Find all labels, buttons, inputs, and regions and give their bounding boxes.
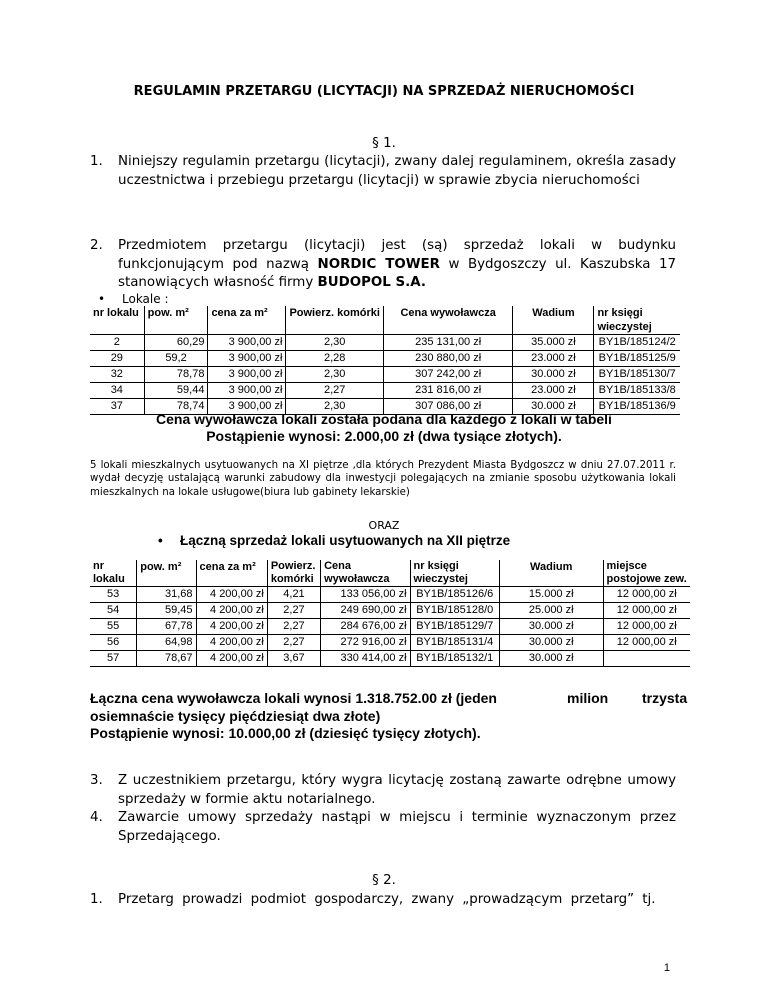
header-cell: Cena wywoławcza bbox=[321, 560, 410, 587]
bullet-xii-floor bbox=[158, 533, 511, 548]
cell: BY1B/185125/9 bbox=[594, 351, 680, 367]
cell: 2,27 bbox=[286, 383, 383, 399]
paragraph-1-3 bbox=[90, 772, 676, 809]
cell: 55 bbox=[90, 619, 137, 635]
cell: 12 000,00 zł bbox=[603, 635, 690, 651]
cell: 4 200,00 zł bbox=[196, 603, 267, 619]
cell: 2,30 bbox=[286, 335, 383, 351]
table-row bbox=[90, 335, 680, 351]
text-part: w Bydgoszczy ul. Kaszubska 17 stanowiących własność firmy bbox=[118, 256, 677, 290]
cell: 53 bbox=[90, 587, 137, 603]
cell: 4 200,00 zł bbox=[196, 651, 267, 667]
cell: 2,27 bbox=[267, 603, 320, 619]
table-header bbox=[90, 560, 690, 587]
cell: 25.000 zł bbox=[499, 603, 603, 619]
table-row bbox=[90, 635, 690, 651]
company-name: BUDOPOL S.A. bbox=[317, 275, 426, 290]
cell: BY1B/185124/2 bbox=[594, 335, 680, 351]
cell: 12 000,00 zł bbox=[603, 619, 690, 635]
cell: 56 bbox=[90, 635, 137, 651]
cell: 3 900,00 zł bbox=[208, 367, 286, 383]
cell: BY1B/185129/7 bbox=[410, 619, 499, 635]
cell: 2 bbox=[90, 335, 144, 351]
cell: 3 900,00 zł bbox=[208, 351, 286, 367]
text-part: Przedmiotem przetargu (licytacji) jest (są) sprzedaż lokali w budynku funkcjonującym pod nazwą bbox=[118, 238, 676, 272]
header-cell: nr księgi wieczystej bbox=[410, 560, 499, 587]
total-text-a: Łączna cena wywoławcza lokali wynosi 1.318.752.00 zł (jeden bbox=[90, 690, 497, 706]
table-lokale-xii bbox=[90, 560, 690, 667]
cell: 30.000 zł bbox=[499, 651, 603, 667]
cell: BY1B/185126/6 bbox=[410, 587, 499, 603]
cell: 78,74 bbox=[144, 399, 208, 415]
table-row bbox=[90, 587, 690, 603]
cell: BY1B/185130/7 bbox=[594, 367, 680, 383]
paragraph-1-2 bbox=[90, 237, 676, 293]
header-cell: pow. m² bbox=[144, 306, 208, 335]
paragraph-text bbox=[118, 237, 676, 293]
cell: 59,2 bbox=[144, 351, 208, 367]
cell: 67,78 bbox=[137, 619, 196, 635]
price-note-line-1: Cena wywoławcza lokali została podana dla każdego z lokali w tabeli bbox=[156, 411, 612, 427]
cell: 284 676,00 zł bbox=[321, 619, 410, 635]
cell: 64,98 bbox=[137, 635, 196, 651]
section-1-heading: § 1. bbox=[372, 136, 396, 151]
paragraph-2-1 bbox=[90, 891, 676, 910]
table-row bbox=[90, 619, 690, 635]
cell: 32 bbox=[90, 367, 144, 383]
paragraph-number: 1. bbox=[90, 892, 103, 907]
table-row bbox=[90, 603, 690, 619]
bullet-label: Łączną sprzedaż lokali usytuowanych na XII piętrze bbox=[180, 533, 511, 548]
cell: 230 880,00 zł bbox=[383, 351, 512, 367]
cell: BY1B/185133/8 bbox=[594, 383, 680, 399]
cell bbox=[603, 651, 690, 667]
paragraph-1-4 bbox=[90, 809, 676, 846]
table-row bbox=[90, 367, 680, 383]
cell: 30.000 zł bbox=[513, 367, 594, 383]
header-cell: miejsce postojowe zew. bbox=[603, 560, 690, 587]
cell: 3 900,00 zł bbox=[208, 335, 286, 351]
page-number: 1 bbox=[663, 962, 670, 974]
cell: 3 900,00 zł bbox=[208, 399, 286, 415]
cell: 78,67 bbox=[137, 651, 196, 667]
paragraph-1-1 bbox=[90, 153, 676, 190]
cell: 4,21 bbox=[267, 587, 320, 603]
oraz-label: ORAZ bbox=[368, 519, 400, 532]
document-title: REGULAMIN PRZETARGU (LICYTACJI) NA SPRZEDAŻ NIERUCHOMOŚCI bbox=[133, 84, 635, 99]
cell: 15.000 zł bbox=[499, 587, 603, 603]
header-cell: Cena wywoławcza bbox=[383, 306, 512, 335]
header-cell: nr lokalu bbox=[90, 306, 144, 335]
bullet-lokale bbox=[98, 292, 169, 306]
section-2-heading: § 2. bbox=[372, 873, 396, 888]
cell: 78,78 bbox=[144, 367, 208, 383]
cell: BY1B/185128/0 bbox=[410, 603, 499, 619]
cell: 23.000 zł bbox=[513, 383, 594, 399]
cell: 2,28 bbox=[286, 351, 383, 367]
bullet-icon: • bbox=[158, 533, 163, 548]
header-cell: nr lokalu bbox=[90, 560, 137, 587]
cell: 59,44 bbox=[144, 383, 208, 399]
paragraph-text: Z uczestnikiem przetargu, który wygra licytację zostaną zawarte odrębne umowy sprzedaży w formie aktu notarialnego. bbox=[118, 773, 676, 807]
total-text-b: milion bbox=[567, 690, 609, 706]
header-cell: pow. m² bbox=[137, 560, 196, 587]
total-line-3: Postąpienie wynosi: 10.000,00 zł (dziesięć tysięcy złotych). bbox=[90, 725, 481, 741]
table-row bbox=[90, 351, 680, 367]
paragraph-text: Zawarcie umowy sprzedaży nastąpi w miejscu i terminie wyznaczonym przez Sprzedającego. bbox=[118, 810, 676, 844]
cell: 2,30 bbox=[286, 367, 383, 383]
header-cell: Powierz. komórki bbox=[286, 306, 383, 335]
bullet-label: Lokale : bbox=[122, 292, 169, 306]
cell: 30.000 zł bbox=[499, 619, 603, 635]
building-name: NORDIC TOWER bbox=[317, 256, 440, 272]
header-cell: cena za m² bbox=[208, 306, 286, 335]
residential-note: 5 lokali mieszkalnych usytuowanych na XI piętrze ,dla których Prezydent Miasta Bydgoszcz w dniu 27.07.2011 r. wydał decyzję ustalającą warunki zabudowy dla inwestycji polegających na zmianie sposobu użytkowania lokali mieszkalnych na lokale usługowe(biura lub gabinety lekarskie) bbox=[90, 460, 676, 498]
cell: 37 bbox=[90, 399, 144, 415]
cell: BY1B/185136/9 bbox=[594, 399, 680, 415]
total-line-2: osiemnaście tysięcy pięćdziesiąt dwa złote) bbox=[90, 707, 381, 724]
cell: 231 816,00 zł bbox=[383, 383, 512, 399]
cell: 23.000 zł bbox=[513, 351, 594, 367]
bullet-icon: • bbox=[98, 292, 106, 306]
cell: 34 bbox=[90, 383, 144, 399]
paragraph-number: 2. bbox=[90, 238, 103, 253]
cell: 3 900,00 zł bbox=[208, 383, 286, 399]
cell: 4 200,00 zł bbox=[196, 619, 267, 635]
cell: 2,30 bbox=[286, 399, 383, 415]
cell: 12 000,00 zł bbox=[603, 603, 690, 619]
cell: 307 086,00 zł bbox=[383, 399, 512, 415]
header-cell: nr księgi wieczystej bbox=[594, 306, 680, 335]
cell: 30.000 zł bbox=[513, 399, 594, 415]
total-price-block bbox=[90, 690, 690, 743]
table-row bbox=[90, 651, 690, 667]
cell: 2,27 bbox=[267, 635, 320, 651]
table-lokale-xi bbox=[90, 306, 680, 415]
cell: BY1B/185131/4 bbox=[410, 635, 499, 651]
header-cell: cena za m² bbox=[196, 560, 267, 587]
cell: 3,67 bbox=[267, 651, 320, 667]
cell: 330 414,00 zł bbox=[321, 651, 410, 667]
header-cell: Powierz. komórki bbox=[267, 560, 320, 587]
cell: 2,27 bbox=[267, 619, 320, 635]
cell: 235 131,00 zł bbox=[383, 335, 512, 351]
cell: 4 200,00 zł bbox=[196, 587, 267, 603]
price-note-line-2: Postąpienie wynosi: 2.000,00 zł (dwa tysiące złotych). bbox=[206, 428, 562, 444]
total-line-1 bbox=[90, 690, 690, 708]
cell: 307 242,00 zł bbox=[383, 367, 512, 383]
paragraph-number: 1. bbox=[90, 154, 103, 169]
cell: 29 bbox=[90, 351, 144, 367]
cell: 4 200,00 zł bbox=[196, 635, 267, 651]
header-cell: Wadium bbox=[513, 306, 594, 335]
cell: 35.000 zł bbox=[513, 335, 594, 351]
cell: 12 000,00 zł bbox=[603, 587, 690, 603]
cell: 60,29 bbox=[144, 335, 208, 351]
paragraph-text: Przetarg prowadzi podmiot gospodarczy, zwany „prowadzącym przetarg” tj. bbox=[118, 892, 656, 907]
table-header bbox=[90, 306, 680, 335]
header-cell: Wadium bbox=[499, 560, 603, 587]
total-text-c: trzysta bbox=[642, 690, 688, 706]
cell: 54 bbox=[90, 603, 137, 619]
table-row bbox=[90, 383, 680, 399]
paragraph-text: Niniejszy regulamin przetargu (licytacji), zwany dalej regulaminem, określa zasady uczestnictwa i przebiegu przetargu (licytacji) w sprawie zbycia nieruchomości bbox=[118, 154, 676, 188]
cell: 57 bbox=[90, 651, 137, 667]
cell: 30.000 zł bbox=[499, 635, 603, 651]
paragraph-number: 3. bbox=[90, 773, 103, 788]
cell: 133 056,00 zł bbox=[321, 587, 410, 603]
cell: BY1B/185132/1 bbox=[410, 651, 499, 667]
cell: 31,68 bbox=[137, 587, 196, 603]
cell: 59,45 bbox=[137, 603, 196, 619]
cell: 249 690,00 zł bbox=[321, 603, 410, 619]
cell: 272 916,00 zł bbox=[321, 635, 410, 651]
price-note bbox=[0, 411, 768, 445]
paragraph-number: 4. bbox=[90, 810, 103, 825]
